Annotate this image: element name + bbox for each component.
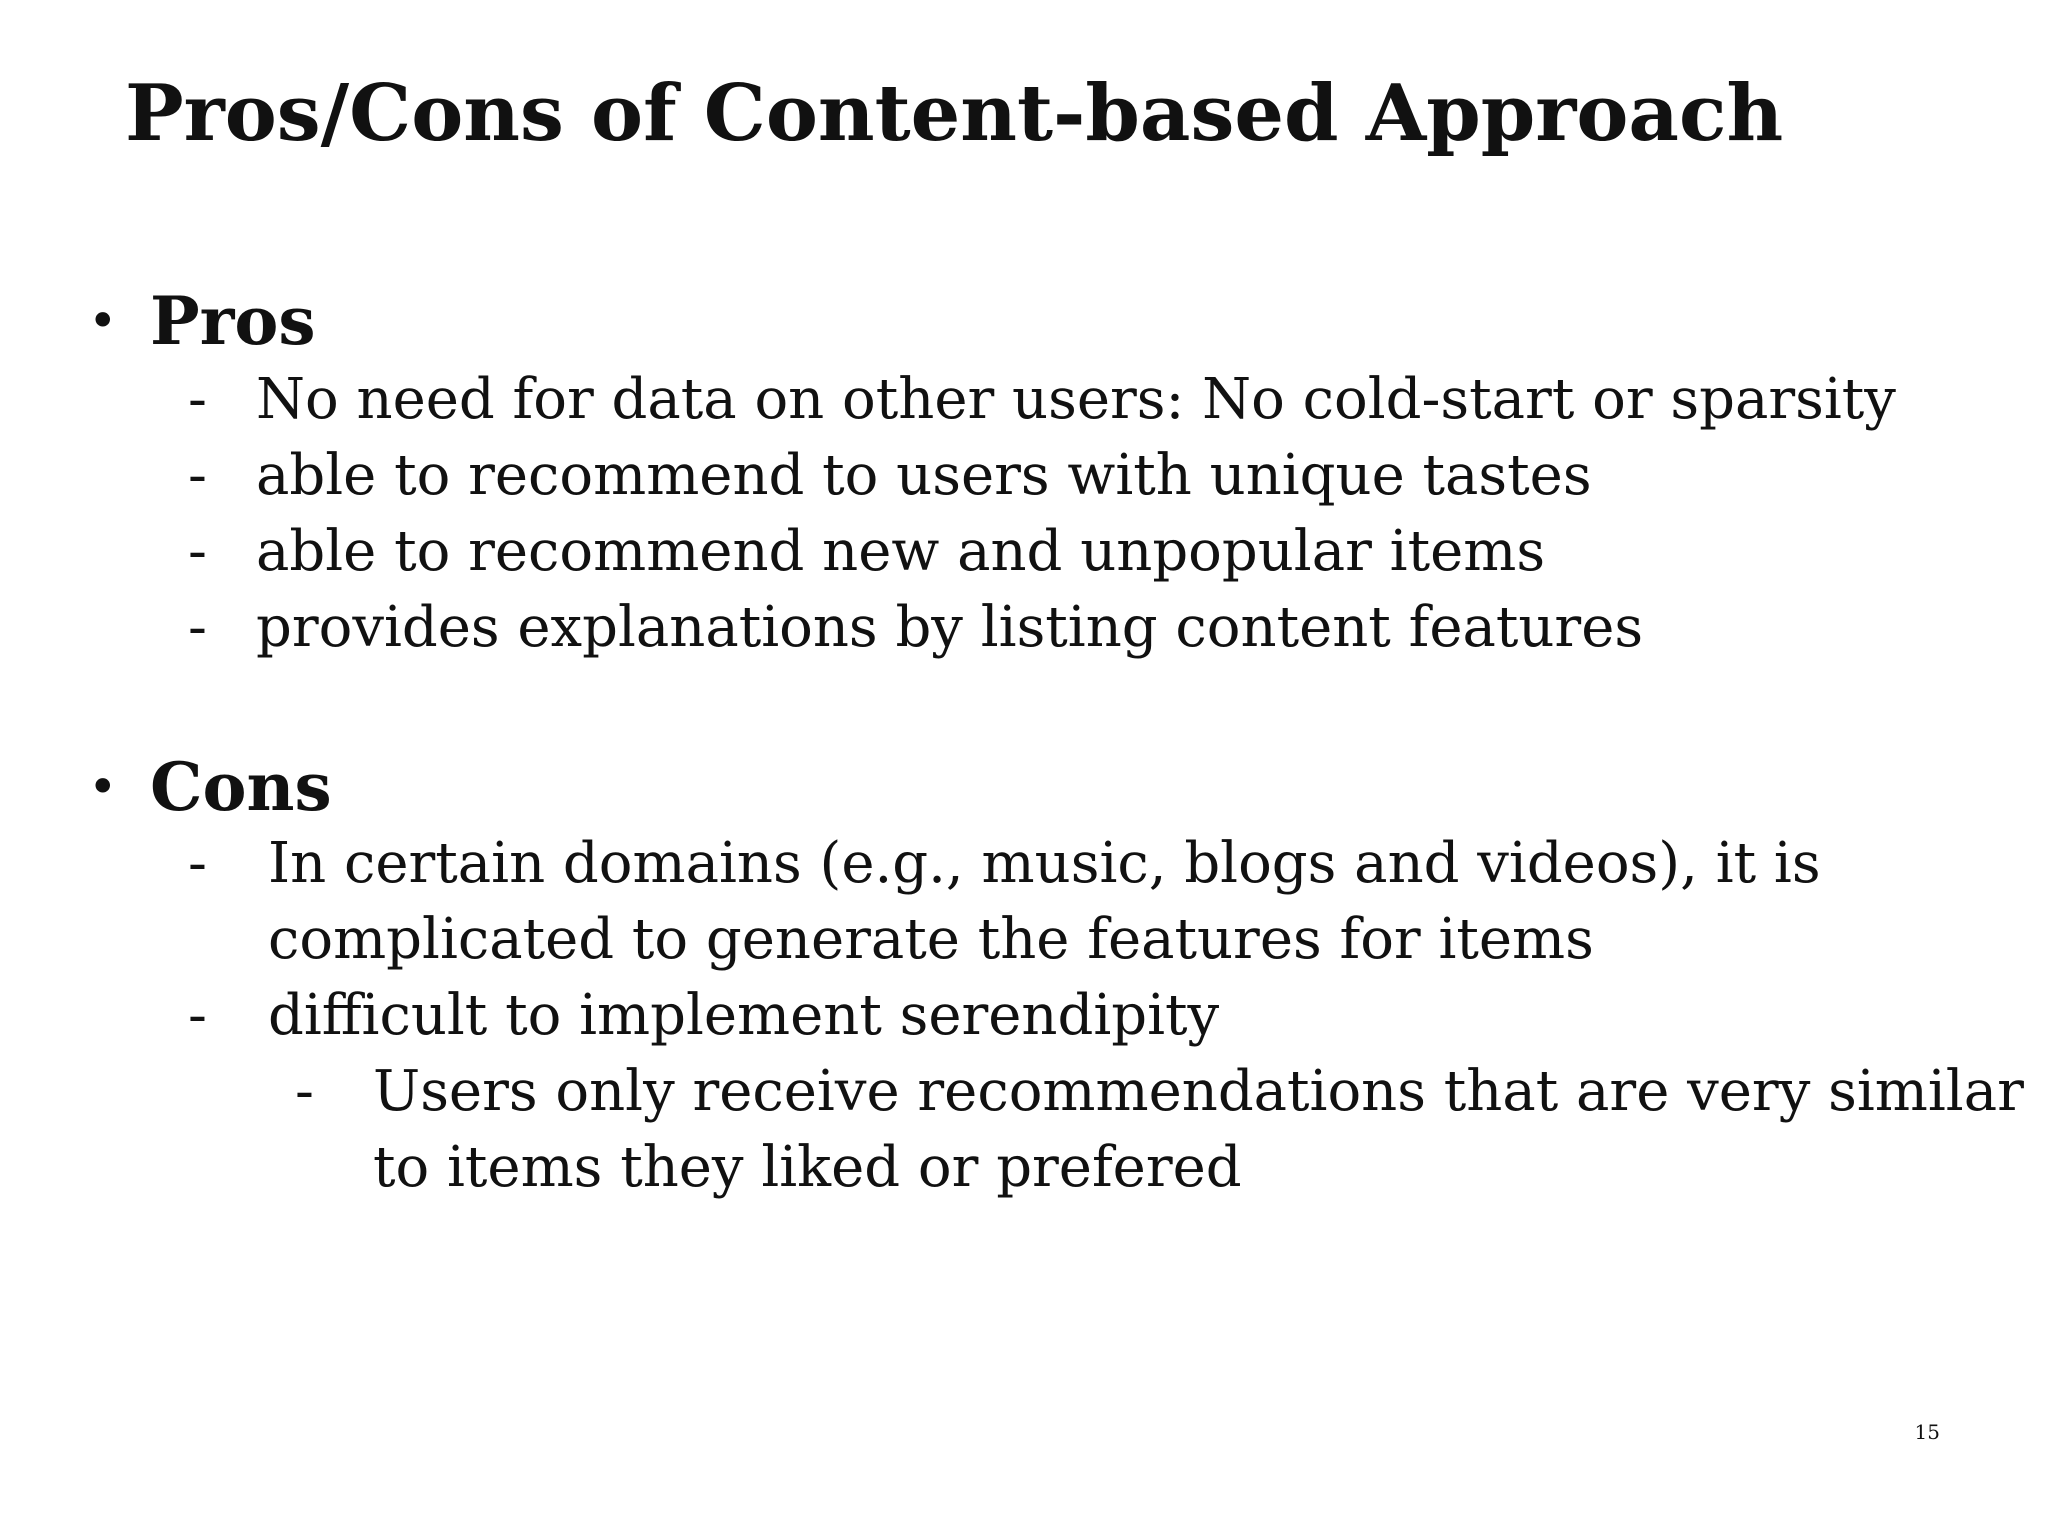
dash-marker: - bbox=[188, 831, 207, 896]
page-number: 15 bbox=[1914, 1420, 1940, 1444]
pros-item-text: No need for data on other users: No cold-start or sparsity bbox=[256, 367, 1896, 432]
cons-item-text-line: In certain domains (e.g., music, blogs and videos), it is bbox=[268, 831, 1821, 896]
pros-item-text: provides explanations by listing content features bbox=[256, 595, 1644, 660]
cons-item-text-line: difficult to implement serendipity bbox=[268, 983, 1220, 1048]
bullet-icon: • bbox=[88, 292, 118, 350]
pros-heading-label: Pros bbox=[150, 282, 316, 360]
dash-marker: - bbox=[188, 983, 207, 1048]
dash-marker: - bbox=[188, 595, 207, 660]
cons-heading bbox=[88, 748, 332, 826]
cons-item-text-line: complicated to generate the features for items bbox=[268, 907, 1594, 972]
dash-marker: - bbox=[188, 367, 207, 432]
slide-title: Pros/Cons of Content-based Approach bbox=[125, 68, 1784, 159]
dash-marker: - bbox=[188, 443, 207, 508]
pros-item-text: able to recommend new and unpopular items bbox=[256, 519, 1546, 584]
pros-heading bbox=[88, 282, 316, 360]
pros-item-text: able to recommend to users with unique tastes bbox=[256, 443, 1592, 508]
cons-subitem-text-line: Users only receive recommendations that are very similar bbox=[373, 1059, 2024, 1124]
cons-heading-label: Cons bbox=[150, 748, 332, 826]
bullet-icon: • bbox=[88, 758, 118, 816]
dash-marker: - bbox=[188, 519, 207, 584]
dash-marker: - bbox=[295, 1059, 314, 1124]
cons-subitem-text-line: to items they liked or prefered bbox=[373, 1135, 1242, 1200]
